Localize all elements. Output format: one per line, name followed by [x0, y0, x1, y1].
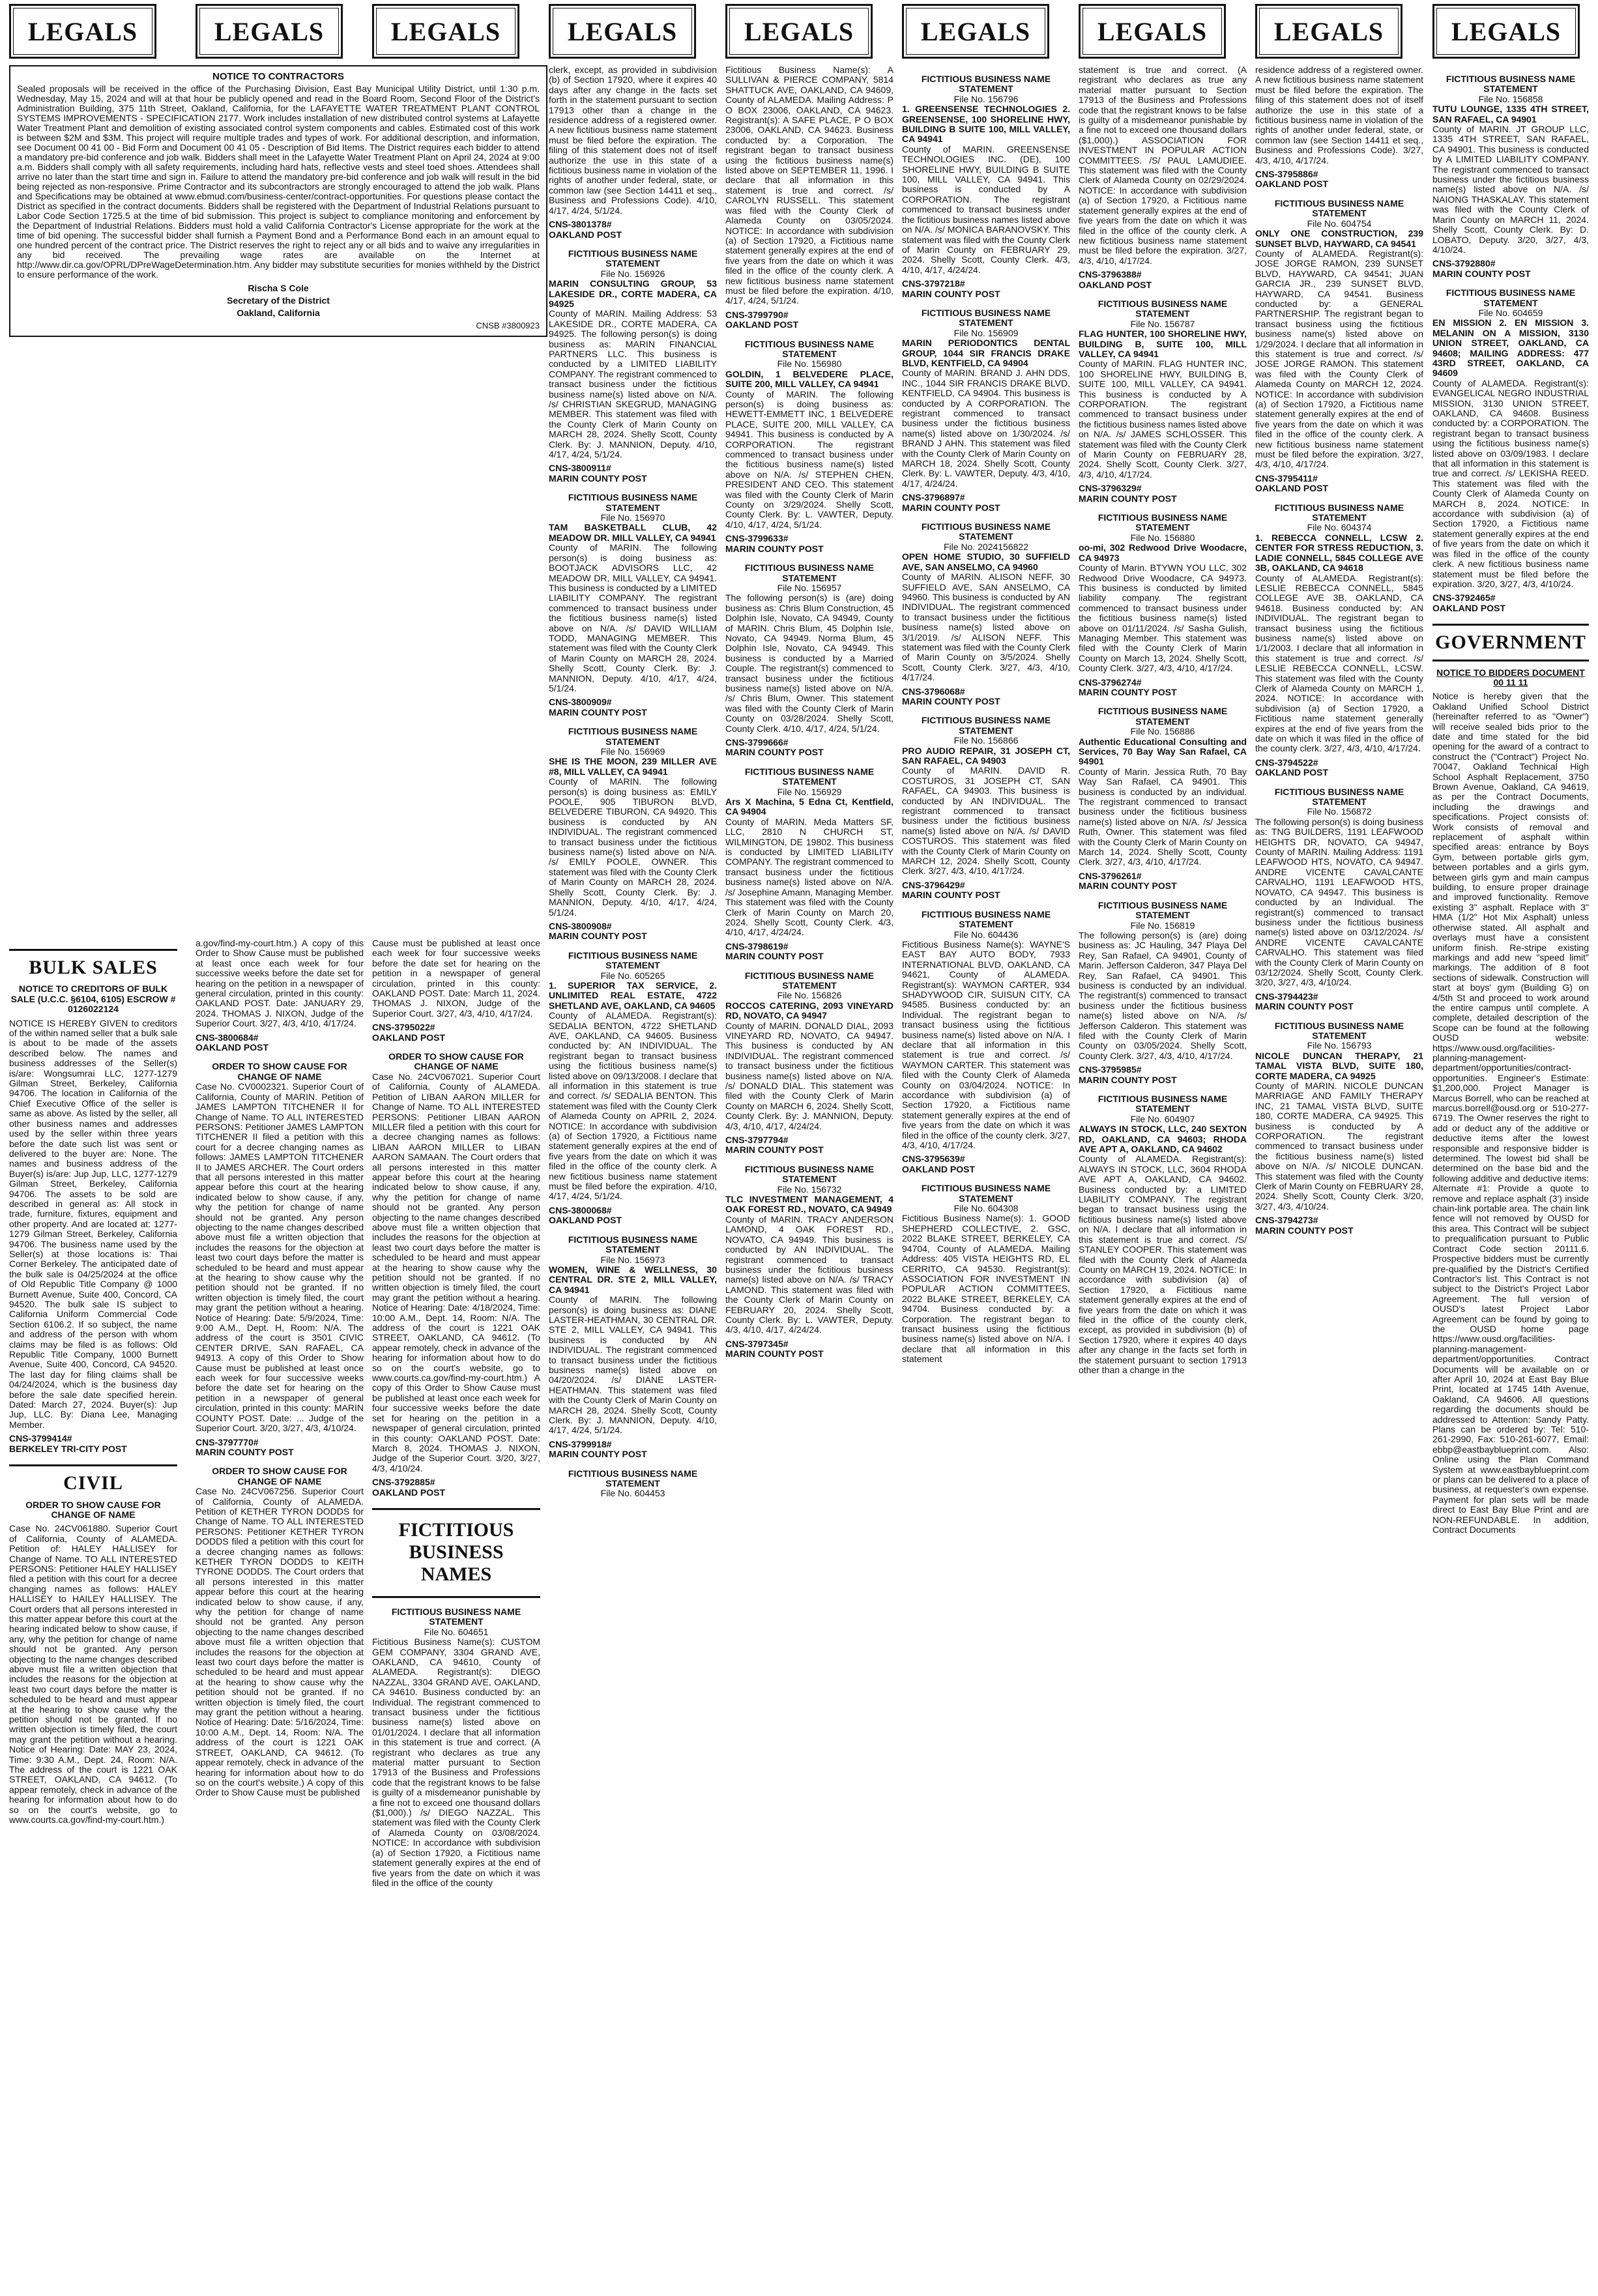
fbn-file-number: File No. 2024156822 [944, 541, 1028, 552]
gov-notice-title: NOTICE TO BIDDERS DOCUMENT 00 11 11 [1436, 667, 1585, 688]
cns-number: CNS-3797770# [196, 1436, 259, 1447]
fbn-body: County of MARIN. The following person(s) is doing business as: BOOTJACK ADVISORS LLC, 42 MEADOW DR, MILL VALLEY, CA 94941. This business is conducted by a LIMITED LIABILITY COMPANY. The registrant commenced to transact business under the fictitious business name(s) listed above on N/A. /s/ DAVID WILLIAM TODD, MANAGING MEMBER. This statement was filed with the County Clerk of Marin County on MARCH 28, 2024. Shelly Scott, County Clerk. By: J. MANNION, Deputy. 4/10, 4/17, 4/24, 5/1/24. [549, 542, 717, 693]
fbn-entry [549, 1235, 717, 1460]
column-5 [725, 65, 893, 2291]
column-1-lower [9, 938, 177, 2291]
paper-name: MARIN COUNTY POST [1255, 1001, 1354, 1012]
paper-name: OAKLAND POST [1255, 179, 1328, 190]
paper-name: MARIN COUNTY POST [725, 747, 824, 758]
fbn-file-number: File No. 156866 [953, 735, 1019, 746]
fbn-entry [549, 727, 717, 942]
paper-name: MARIN COUNTY POST [1079, 1074, 1177, 1085]
fbn-title: FICTITIOUS BUSINESS NAME STATEMENT [1274, 786, 1404, 807]
cns-number: CNS-3796388# [1079, 269, 1142, 280]
cns-number: CNS-3797794# [725, 1135, 789, 1146]
fbn-business-name: TUTU LOUNGE, 1335 4TH STREET, SAN RAFAEL, CA 94901 [1432, 104, 1589, 124]
fbn-body: County of MARIN. DONALD DIAL, 2093 VINEYARD RD, NOVATO, CA 94947. This business is conducted by AN INDIVIDUAL. The registrant commenced to transact business under the fictitious business name(s) listed above on N/A. /s/ DONALD DIAL. This statement was filed with the County Clerk of Marin County on MARCH 6, 2024. Shelly Scott, County Clerk. By: J. MANNION, Deputy. 4/3, 4/10, 4/17, 4/24/24. [725, 1020, 893, 1131]
legals-header-label: LEGALS [744, 16, 854, 46]
fbn-body: County of MARIN. The following person(s) is doing business as: HEWETT-EMMETT INC, 1 BELVEDERE PLACE, SUITE 200, MILL VALLEY, CA 94941. This business is conducted by A CORPORATION. The registrant commenced to transact business under the fictitious business name(s) listed above on N/A. /s/ STEPHEN CHEN, PRESIDENT AND CEO. This statement was filed with the County Clerk of Marin County on 3/29/2024. Shelly Scott, County Clerk. By: L. VAWTER, Deputy. 4/10, 4/17, 4/24, 5/1/24. [725, 388, 893, 530]
fbn-title: FICTITIOUS BUSINESS NAME STATEMENT [1274, 1020, 1404, 1041]
paper-name: OAKLAND POST [372, 1032, 445, 1043]
legals-header-label: LEGALS [1273, 16, 1384, 46]
fbn-body: The following person(s) is (are) doing business as: JC Hauling, 347 Playa Del Rey, San Rafael, CA 94901, County of Marin. Jefferson Calderon, 347 Playa Del Rey, San Rafael, CA 94901. This business is conducted by an individual. The registrant(s) commenced to transact business under the fictitious business name(s) listed above on N/A. /s/ Jefferson Calderon. This statement was filed with the County Clerk of Marin County on 03/05/2024. Shelly Scott, County Clerk. 3/27, 4/3, 4/10, 4/17/24. [1079, 929, 1247, 1061]
fbn-file-number: File No. 156909 [953, 327, 1019, 338]
paper-name: MARIN COUNTY POST [902, 288, 1000, 299]
paper-name: OAKLAND POST [549, 1215, 622, 1226]
fbn-entry [725, 563, 893, 758]
fbn-business-name: Authentic Educational Consulting and Services, 70 Bay Way San Rafael, CA 94901 [1079, 736, 1247, 767]
fbn-entry [902, 308, 1070, 513]
fbn-business-name: ALWAYS IN STOCK, LLC, 240 SEXTON RD, OAKLAND, CA 94603; RHODA AVE APT A, OAKLAND, CA 94602 [1079, 1124, 1247, 1155]
paper-name: OAKLAND POST [1432, 602, 1505, 613]
osc-title: ORDER TO SHOW CAUSE FOR CHANGE OF NAME [212, 1061, 347, 1082]
legals-header-box [1432, 4, 1580, 59]
cns-number: CNS-3794273# [1255, 1215, 1318, 1226]
divider [1432, 624, 1589, 626]
paper-name: MARIN COUNTY POST [1079, 880, 1177, 892]
fbn-body: The following person(s) is doing business as: TNG BUILDERS, 1191 LEAFWOOD HEIGHTS DR, NOVATO, CA 94947, County of MARIN. Mailing Address: 1191 LEAFWOOD HTS, NOVATO, CA 94947. ANDRE VICENTE CAVALCANTE CARVALHO, 1191 LEAFWOOD HTS, NOVATO, CA 94947. This business is conducted by an Individual. The registrant(s) commenced to transact business under the fictitious business name(s) listed above on 03/12/2024. /s/ ANDRE VICENTE CAVALCANTE CARVALHO. This statement was filed with the County Clerk of Marin County on 03/12/2024. Shelly Scott, County Clerk. 3/20, 3/27, 4/3, 4/10/24. [1255, 816, 1423, 988]
cns-number: CNS-3796329# [1079, 483, 1142, 494]
fbn-business-name: GOLDIN, 1 BELVEDERE PLACE, SUITE 200, MILL VALLEY, CA 94941 [725, 368, 893, 390]
fbn-body: Fictitious Business Name(s): 1. GOOD SHEPHERD COLLECTIVE, 2. GSC, 2022 BLAKE STREET, BERKELEY, CA 94704, County of ALAMEDA. Mailing Address: 405 VISTA HEIGHTS RD, EL CERRITO, CA 94530. Registrant(s): ASSOCIATION FOR INVESTMENT IN POPULAR ACTION COMMITTEES, 2022 BLAKE STREET, BERKELEY, CA 94704. Business conducted by: a Corporation. The registrant began to transact business using the fictitious business name(s) listed above on N/A. I declare that all information in this statement [902, 1213, 1070, 1365]
fbn-file-number: File No. 156957 [777, 582, 842, 593]
fbn-title: FICTITIOUS BUSINESS NAME STATEMENT [1097, 298, 1228, 319]
fbn-file-number: File No. 604374 [1307, 522, 1372, 533]
fbn-file-number: File No. 604308 [953, 1203, 1019, 1214]
paper-name: OAKLAND POST [902, 1163, 975, 1174]
divider [9, 1464, 177, 1466]
fbn-entry [1079, 513, 1247, 697]
fbn-file-number: File No. 156973 [600, 1254, 665, 1265]
fbn-file-number: File No. 604907 [1130, 1113, 1195, 1124]
fbn-title: FICTITIOUS BUSINESS NAME STATEMENT [1097, 899, 1228, 921]
fbn-file-number: File No. 156872 [1307, 806, 1372, 817]
fbn-body: The following person(s) is (are) doing business as: Chris Blum Construction, 45 Dolphin Isle, Novato, CA 94949, County of MARIN. Chris Blum, 45 Dolphin Isle, Novato, CA 94949. Norma Blum, 45 Dolphin Isle, Novato, CA 94949. This business is conducted by a Married Couple. The registrant(s) commenced to transact business under the fictitious business name(s) listed above on N/A. /s/ Chris Blum, Owner. This statement was filed with the County Clerk of Marin County on 03/28/2024. Shelly Scott, County Clerk. 4/10, 4/17, 4/24, 5/1/24. [725, 592, 893, 734]
section-government: GOVERNMENT [1435, 632, 1586, 654]
osc-continued: a.gov/find-my-court.htm.) A copy of this Order to Show Cause must be published at least once each week for four successive weeks before the date set for hearing on the petition in a newspaper of general circulation, printed in this county: OAKLAND POST. Date: JANUARY 29, 2024. THOMAS J. NIXON, Judge of the Superior Court. 3/27, 4/3, 4/10, 4/17/24. [196, 938, 364, 1029]
fbn-title: FICTITIOUS BUSINESS NAME STATEMENT [921, 74, 1051, 94]
fbn-entry [902, 522, 1070, 706]
fbn-file-number: File No. 604453 [600, 1488, 665, 1499]
legals-header-label: LEGALS [1097, 16, 1208, 46]
fbn-title: FICTITIOUS BUSINESS NAME STATEMENT [921, 908, 1051, 930]
paper-name: MARIN COUNTY POST [902, 890, 1000, 901]
fbn-entry [1255, 787, 1423, 1012]
paper-name: MARIN COUNTY POST [902, 502, 1000, 513]
column-9 [1432, 65, 1589, 2291]
fbn-business-name: 1. SUPERIOR TAX SERVICE, 2. UNLIMITED REAL ESTATE, 4722 SHETLAND AVE, OAKLAND, CA 94605 [549, 980, 717, 1011]
fbn-business-name: Ars X Machina, 5 Edna Ct, Kentfield, CA 94904 [725, 796, 893, 817]
fbn-list [1255, 199, 1423, 1236]
osc-body: Case No. 24CV067021. Superior Court of California, County of ALAMEDA. Petition of LIBAN AARON MILLER for Change of Name. TO ALL INTERESTED PERSONS: Petitioner LIBAN AARON MILLER filed a petition with this court for a decree changing names as follows: LIBAN AARON MILLER to LIBAN AARON SAMAAN. The Court orders that all persons interested in this matter appear before this court at the hearing indicated below to show cause, if any, why the petition for change of name should not be granted. Any person objecting to the name changes described above must file a written objection that includes the reasons for the objection at least two court days before the matter is scheduled to be heard and must appear at the hearing to show cause why the petition should not be granted. If no written objection is timely filed, the court may grant the petition without a hearing. Notice of Hearing: Date: 4/18/2024, Time: 10:00 A.M., Dept. 14, Room: N/A. The address of the court is 1221 OAK STREET, OAKLAND, CA 94612. (To appear remotely, check in advance of the hearing for information about how to do so on the court's website, go to www.courts.ca.gov/find-my-court.htm.) A copy of this Order to Show Cause must be published at least once each week for four successive weeks before the date set for hearing on the petition in a newspaper of general circulation, printed in this county: OAKLAND POST. Date: March 8, 2024. THOMAS J. NIXON, Judge of the Superior Court. 3/20, 3/27, 4/3, 4/10/24. [372, 1071, 540, 1474]
fbn-file-number: File No. 604659 [1478, 307, 1543, 318]
paper-name: MARIN COUNTY POST [1255, 1225, 1354, 1236]
cns-number: CNS-3797218# [902, 278, 965, 289]
paper-name: MARIN COUNTY POST [1432, 268, 1531, 279]
fbn-title: FICTITIOUS BUSINESS NAME STATEMENT [921, 1183, 1051, 1204]
legals-header-label: LEGALS [390, 16, 501, 46]
fbn-entry [1079, 901, 1247, 1085]
notice-to-contractors [9, 65, 547, 337]
legals-header-label: LEGALS [1451, 16, 1562, 46]
column-4 [549, 65, 717, 2291]
fbn-entry [1255, 503, 1423, 778]
fbn-business-name: TAM BASKETBALL CLUB, 42 MEADOW DR. MILL VALLEY, CA 94941 [549, 522, 717, 543]
fbn-title: FICTITIOUS BUSINESS NAME STATEMENT [568, 950, 698, 971]
fbn-body: County of Marin. Jessica Ruth, 70 Bay Way San Rafael, CA 94901. This business is conducted by an individual. The registrant commenced to transact business under the fictitious business name(s) listed above on N/A. /s/ Jessica Ruth, Owner. This statement was filed with the County Clerk of Marin County on March 14, 2024. Shelly Scott, County Clerk. 3/27, 4/3, 4/10, 4/17/24. [1079, 766, 1247, 867]
legals-header-box [1079, 4, 1226, 59]
legals-header-box [9, 4, 156, 59]
cns-number: CNS-3792465# [1432, 592, 1496, 603]
paper-name: MARIN COUNTY POST [725, 1348, 824, 1359]
column-6 [902, 65, 1070, 2291]
fbn-file-number: File No. 156732 [777, 1184, 842, 1195]
civil-body: Case No. 24CV061880. Superior Court of California, County of ALAMEDA. Petition of: HALEY HALLISEY for Change of Name. TO ALL INTERESTED PERSONS: Petitioner HALEY HALLISEY filed a petition with this court for a decree changing names as follows: HALEY HALLISEY to HAILEY HALLISEY. The Court orders that all persons interested in this matter appear before this court at the hearing indicated below to show cause, if any, why the petition for change of name should not be granted. Any person objecting to the name changes described above must file a written objection that includes the reasons for the objection at least two court days before the matter is scheduled to be heard and must appear at the hearing to show cause why the petition should not be granted. If no written objection is timely filed, the court may grant the petition without a hearing. Notice of Hearing: Date: MAY 23, 2024, Time: 9:30 A.M., Dept. 24, Room: N/A. The address of the court is 1221 OAK STREET, OAKLAND, CA 94612. (To appear remotely, check in advance of the hearing for information about how to do so on the court's website, go to www.courts.ca.gov/find-my-court.htm.) [9, 1523, 177, 1825]
notice-body: Sealed proposals will be received in the office of the Purchasing Division, East Bay Municipal Utility District, until 1:30 p.m. Wednesday, May 15, 2024 and will at that hour be publicly opened and read in the Board Room, Second Floor of the District's Administration Building, 375 11th Street, Oakland, California, for the LAFAYETTE WATER TREATMENT PLANT CONTROL SYSTEMS IMPROVEMENTS - SPECIFICATION 2177. Work includes installation of new distributed control systems at Lafayette Water Treatment Plant and demolition of existing associated control system components and cables. Estimated cost of this work is between $2M and $3M. This project will require multiple trades and types of work. For additional description, and information, see Document 00 41 00 - Bid Form and Document 00 41 05 - Description of Bid Items. The District requires each bidder to attend a mandatory pre-bid conference and job walk. Bidders shall meet in the Lafayette Water Treatment Plant on April 24, 2024 at 9:00 a.m. Bidders shall comply with all safety requirements, including hard hats, reflective vests and steel toed shoes. Attendees shall arrive no later than the start time and sign in. Failure to attend the mandatory pre-bid conference and job walk will result in the bid being rejected as non-responsive. Prime Contractor and its subcontractors are strongly encouraged to attend the job walk. Plans and Specifications may be obtained at www.ebmud.com/business-center/contract-opportunities. For questions please contact the District as specified in the contract documents. Bidders shall be registered with the Department of Industrial Relations pursuant to Labor Code Section 1725.5 at the time of bid submission. This project is subject to compliance monitoring and enforcement by the Department of Industrial Relations. Bidders must hold a valid California Contractor's License appropriate for the work at the time of bid opening. The successful bidder shall furnish a Payment Bond and a Performance Bond each in an amount equal to one hundred percent of the contract price. The District reserves the right to reject any or all bids and to waive any irregularities in any bid received. The prevailing wage rates are available on the Internet at http://www.dir.ca.gov/OPRL/DPreWageDetermination.htm. Any bidder may substitute securities for monies withheld by the District to ensure performance of the work. [17, 83, 540, 280]
osc-title: ORDER TO SHOW CAUSE FOR CHANGE OF NAME [212, 1466, 347, 1487]
fbn-file-number: File No. 605265 [600, 970, 665, 981]
paper-name: MARIN COUNTY POST [549, 706, 647, 718]
fbn-business-name: ONLY ONE CONSTRUCTION, 239 SUNSET BLVD, HAYWARD, CA 94541 [1255, 228, 1423, 249]
fbn-business-name: MARIN CONSULTING GROUP, 53 LAKESIDE DR., CORTE MADERA, CA 94925 [549, 278, 717, 309]
cns-number: CNS-3800911# [549, 463, 611, 474]
fbn-file-number: File No. 156980 [777, 358, 842, 370]
fbn-file-number: File No. 156970 [600, 512, 665, 523]
fbn-entry [1255, 199, 1423, 494]
cns-number: CNS-3794423# [1255, 991, 1318, 1002]
fbn-file-number: File No. 604436 [953, 929, 1019, 940]
cns-number: CNS-3797345# [725, 1338, 789, 1349]
bulk-subhead: NOTICE TO CREDITORS OF BULK SALE (U.C.C. §6104, 6105) ESCROW # 0126022124 [10, 983, 176, 1015]
fbn-business-name: EN MISSION 2. EN MISSION 3. MELANIN ON A MISSION, 3130 UNION STREET, OAKLAND, CA 94608; MAILING ADDRESS: 477 43RD STREET, OAKLAND, CA 94609 [1432, 317, 1589, 379]
fbn-body: County of MARIN. The following person(s) is doing business as: DIANE LASTER-HEATHMAN, 30 CENTRAL DR. STE 2, MILL VALLEY, CA 94941. This business is conducted by AN INDIVIDUAL. The registrant commenced to transact business under the fictitious business name(s) listed above on 04/20/2024. /s/ DIANE LASTER-HEATHMAN. This statement was filed with the County Clerk of Marin County on MARCH 28, 2024. Shelly Scott, County Clerk. By: J. MANNION, Deputy. 4/10, 4/17, 4/24, 5/1/24. [549, 1294, 717, 1436]
paper-name: MARIN COUNTY POST [725, 543, 824, 554]
fbn-file-number: File No. 156826 [777, 990, 842, 1001]
fbn-title: FICTITIOUS BUSINESS NAME STATEMENT [1097, 512, 1228, 533]
fbn-body: Fictitious Business Name(s): A SULLIVAN & PIERCE COMPANY, 5814 SHATTUCK AVE, OAKLAND, CA 94609, County of ALAMEDA. Mailing Address: P O BOX 23006, OAKLAND, CA 94623. Registrant(s): A SAFE PLACE, P O BOX 23006, OAKLAND, CA 94623. Business conducted by: a Corporation. The registrant began to transact business using the fictitious business name(s) listed above on SEPTEMBER 11, 1996. I declare that all information in this statement is true and correct. /s/ CAROLYN RUSSELL. This statement was filed with the County Clerk of Alameda County on 03/05/2024. NOTICE: In accordance with subdivision (a) of Section 17920, a Fictitious name statement generally expires at the end of five years from the date on which it was filed in the office of the county clerk. A new fictitious business name statement must be filed before the expiration. 4/10, 4/17, 4/24, 5/1/24. [725, 65, 893, 306]
column-3-lower [372, 938, 540, 2291]
gov-notice-body: Notice is hereby given that the Oakland Unified School District (hereinafter referred to as "Owner") will receive sealed bids prior to the date and time stated for the bid opening for the award of a contract to construct the ("Contract") Project No. 70047, Oakland Technical High School Asphalt Replacement, 3750 Brown Avenue, Oakland, CA 94619, as per the Contract Documents, including the drawings and specifications. Project consists of: Work consists of removal and replacement of asphalt within specified areas: entrance by Boys Gym, between portable girls gym, between portables and a girls gym, between girls gym and main campus building, to ensure proper drainage and improved functionality. Remove existing 3" asphalt. Replace with 3" HMA (1/2" Hot Mix Asphalt) unless otherwise stated. All asphalt and overlays must have a consistent uniform finish. Re-stripe existing markings and add new "speed limit" markings. The addition of 8 foot sections of sidewalk. Construction will start at boys' gym (Building G) on 4/5th St and proceed to work around the entire campus until complete. A complete, detailed description of the Scope can be found at the following OUSD website: https://www.ousd.org/facilities-planning-management-department/opportunities/contract-opportunities. Engineer's Estimate: $1,200,000. Project Manager is Marcus Borrell, who can be reached at marcus.borrell@ousd.org or 510-277-6719. The Owner reserves the right to add or deduct any of the additive or deductive items after the lowest responsible and responsive bidder is determined. The lowest bid shall be determined on the base bid and the following additive and deductive items: Alternate #1: Provide a quote to remove and replace asphalt (3') inside chain-link portable area. The chain link fence will not removed by OUSD for this area. This Contract will be subject to prequalification pursuant to Public Contract Code section 20111.6. Prospective bidders must be currently pre-qualified by the District's Certified Contractor's list. This Contract is not subject to the District's Project Labor Agreement. The full version of OUSD's latest Project Labor Agreement can be found by going to the OUSD home page https://www.ousd.org/facilities-planning-management-department/opportunities. Contract Documents will be available on or after April 10, 2024 at East Bay Blue Print, located at 1745 14th Avenue, Oakland, CA 94606. All questions regarding the documents should be addressed to Attention: Sandy Patty. Plans can be ordered by: Tel: 510-261-2990, Fax: 510-261-6077, Email: ebbp@eastbayblueprint.com. Also: Online using the Plan Command System at www.eastbayblueprint.com or plans can be delivered to a place of business, at requester's own expense. Payment for plan sets will be made direct to East Bay Blue Print and are NON-REFUNDABLE. In addition, Contract Documents [1432, 691, 1589, 1535]
paper-name: OAKLAND POST [196, 1042, 269, 1053]
fbn-entry [902, 74, 1070, 299]
cns-number: CNS-3792885# [372, 1477, 435, 1488]
fbn-title: FICTITIOUS BUSINESS NAME STATEMENT [568, 1468, 698, 1489]
legals-header-box [902, 4, 1049, 59]
cns-number: CNS-3800908# [549, 920, 612, 931]
cns-number: CNS-3799633# [725, 533, 789, 544]
section-fictitious-business-names: FICTITIOUS BUSINESS NAMES [398, 1519, 514, 1585]
fbn-file-number: File No. 604754 [1307, 218, 1372, 229]
paper-name: MARIN COUNTY POST [725, 1144, 824, 1155]
fbn-entry [902, 910, 1070, 1175]
fbn-title: FICTITIOUS BUSINESS NAME STATEMENT [1445, 74, 1576, 94]
fbn-continued: residence address of a registered owner. A new fictitious business name statement must be filed before the expiration. The filing of this statement does not of itself authorize the use in this state of a fictitious business name in violation of the rights of another under federal, state, or common law (see Section 14411 et seq., Business and Professions Code). 3/27, 4/3, 4/10, 4/17/24. [1255, 65, 1423, 166]
fbn-title: FICTITIOUS BUSINESS NAME STATEMENT [744, 338, 875, 359]
fbn-entry [1255, 1021, 1423, 1236]
column-2-lower [196, 938, 364, 2291]
paper-name: MARIN COUNTY POST [549, 472, 647, 484]
fbn-entry [725, 1165, 893, 1359]
fbn-business-name: NICOLE DUNCAN THERAPY, 21 TAMAL VISTA BLVD, SUITE 180, CORTE MADERA, CA 94925 [1255, 1050, 1423, 1081]
fbn-title: FICTITIOUS BUSINESS NAME STATEMENT [921, 521, 1051, 542]
cns-number: CNS-3799918# [549, 1438, 612, 1449]
fbn-file-number: File No. 156880 [1130, 532, 1195, 543]
fbn-list [1432, 74, 1589, 613]
legals-header-box [549, 4, 696, 59]
fbn-entry [549, 951, 717, 1226]
fbn-body: County of MARIN. Meda Matters SF, LLC, 2810 N CHURCH ST, WILMINGTON, DE 19802. This business is conducted by LIMITED LIABILITY COMPANY. The registrant commenced to transact business under the fictitious business name(s) listed above on N/A. /s/ Josephine Amann, Managing Member. This statement was filed with the County Clerk of Marin County on March 20, 2024. Shelly Scott, County Clerk. 4/3, 4/10, 4/17, 4/24/24. [725, 816, 893, 938]
fbn-business-name: 1. GREENSENSE TECHNOLOGIES 2. GREENSENSE, 100 SHORELINE HWY, BUILDING B SUITE 100, MILL VALLEY, CA 94941 [902, 104, 1070, 145]
fbn-body: County of MARIN. FLAG HUNTER INC, 100 SHORELINE HWY, BUILDING B, SUITE 100, MILL VALLEY, CA 94941. This business is conducted by A CORPORATION. The registrant commenced to transact business under the fictitious business names listed above on N/A. /s/ JAMES SCHLOSSER. This statement was filed with the County Clerk of Marin County on FEBRUARY 28, 2024. Shelly Scott, County Clerk. 3/27, 4/3, 4/10, 4/17/24. [1079, 358, 1247, 480]
fbn-title: FICTITIOUS BUSINESS NAME STATEMENT [1274, 502, 1404, 523]
fbn-entry [902, 716, 1070, 900]
fbn-body: County of ALAMEDA. Registrant(s): SEDALIA BENTON, 4722 SHETLAND AVE, OAKLAND, CA 94605. Business conducted by: AN INDIVIDUAL. The registrant began to transact business using the fictitious business name(s) listed above on 09/13/2008. I declare that all information in this statement is true and correct. /s/ SEDALIA BENTON. This statement was filed with the County Clerk of Alameda County on APRIL 2, 2024. NOTICE: In accordance with subdivision (a) of Section 17920, a Fictitious name statement generally expires at the end of five years from the date on which it was filed in the office of the county clerk. A new fictitious business name statement must be filed before the expiration. 4/10, 4/17, 4/24, 5/1/24. [549, 1010, 717, 1202]
fbn-business-name: ROCCOS CATERING, 2093 VINEYARD RD, NOVATO, CA 94947 [725, 1000, 893, 1021]
civil-subhead: ORDER TO SHOW CAUSE FOR CHANGE OF NAME [25, 1499, 161, 1520]
cns-number: CNS-3796429# [902, 879, 965, 890]
divider [372, 1596, 540, 1598]
bulk-cns: CNS-3799414# [9, 1433, 72, 1444]
cns-number: CNS-3795411# [1255, 472, 1318, 484]
fbn-body: Fictitious Business Name(s): WAYNE'S EAST BAY AUTO BODY, 7933 INTERNATIONAL BLVD, OAKLAND, CA 94621, County of ALAMEDA. Registrant(s): WAYMON CARTER, 934 SHADYWOOD CIR, SUISUN CITY, CA 94585. Business conducted by: an Individual. The registrant began to transact business using the fictitious business name(s) listed above on N/A. I declare that all information in this statement is true and correct. /s/ WAYMON CARTER. This statement was filed with the County Clerk of Alameda County on 03/04/2024. NOTICE: In accordance with subdivision (a) of Section 17920, a Fictitious name statement generally expires at the end of five years from the date on which it was filed in the office of the county clerk. 3/27, 4/3, 4/10, 4/17/24. [902, 938, 1070, 1151]
fbn-entry [725, 767, 893, 962]
cns-number: CNS-3800068# [549, 1204, 612, 1215]
fbn-entry [1079, 299, 1247, 504]
fbn-continued: clerk, except, as provided in subdivision (b) of Section 17920, where it expires 40 days after any change in the facts set forth in the statement pursuant to section 17913 other than a change in the residence address of a registered owner. A new fictitious business name statement must be filed before the expiration. The filing of this statement does not of itself authorize the use in this state of a fictitious business name in violation of the rights of another under federal, state, or common law (see Section 14411 et seq., Business and Professions Code). 4/10, 4/17, 4/24, 5/1/24. [549, 65, 717, 216]
legals-header-row [0, 0, 1598, 64]
fbn-file-number: File No. 156926 [600, 268, 665, 279]
fbn-body: County of MARIN. ALISON NEFF, 30 SUFFIELD AVE, SAN ANSELMO, CA 94960. This business is conducted by AN INDIVIDUAL. The registrant commenced to transact business under the fictitious business name(s) listed above on 3/1/2019. /s/ ALISON NEFF. This statement was filed with the County Clerk of Marin County on 3/5/2024. Shelly Scott, County Clerk. 3/27, 4/3, 4/10, 4/17/24. [902, 572, 1070, 683]
fbn-title: FICTITIOUS BUSINESS NAME STATEMENT [744, 562, 875, 583]
notice-signature-title: Secretary of the District [227, 295, 330, 306]
paper-name: OAKLAND POST [725, 319, 798, 330]
fbn-file-number: File No. 156858 [1478, 93, 1543, 104]
fbn-list [1079, 299, 1247, 1375]
legals-header-label: LEGALS [567, 16, 678, 46]
fbn-title: FICTITIOUS BUSINESS NAME STATEMENT [744, 970, 875, 991]
osc-title: ORDER TO SHOW CAUSE FOR CHANGE OF NAME [388, 1051, 524, 1072]
cns-number: CNS-3795022# [372, 1022, 435, 1033]
divider [9, 949, 177, 951]
fbn-body: County of MARIN. The following person(s) is doing business as: EMILY POOLE, 905 TIBURON BLVD, BELVEDERE TIBURON, CA 94920. This business is conducted by AN INDIVIDUAL. The registrant commenced to transact business under the fictitious business name(s) listed above on N/A. /s/ EMILY POOLE, OWNER. This statement was filed with the County Clerk of Marin County on MARCH 28, 2024. Shelly Scott, County Clerk. By: J. MANNION, Deputy. 4/10, 4/17, 4/24, 5/1/24. [549, 776, 717, 918]
fbn-file-number: File No. 156886 [1130, 726, 1195, 737]
notice-title: NOTICE TO CONTRACTORS [212, 71, 344, 82]
divider [1432, 660, 1589, 661]
fbn-business-name: WOMEN, WINE & WELLNESS, 30 CENTRAL DR. STE 2, MILL VALLEY, CA 94941 [549, 1264, 717, 1295]
bulk-body: NOTICE IS HEREBY GIVEN to creditors of the within named seller that a bulk sale is about to be made of the assets described below. The names and business addresses of the Seller(s) is/are: Wongsumrai LLC, 1277-1279 Gilman Street, Berkeley, California 94706. The location in California of the Chief Executive Office of the seller is same as above. As listed by the seller, all other business names and addresses used by the seller within three years before the date such list was sent or delivered to the buyer are: None. The names and business address of the Buyer(s) is/are: Jup Jup, LLC, 1277-1279 Gilman Street, Berkeley, California 94706. The assets to be sold are described in general as: All stock in trade, furniture, fixtures, equipment and other property. And are located at: 1277-1279 Gilman Street, Berkeley, California 94706. The business name used by the Seller(s) at those locations is: Thai Corner Berkeley. The anticipated date of the bulk sale is 04/25/2024 at the office of Old Republic Title Company @ 1000 Burnett Avenue, Suite 400, Concord, CA 94520. The bulk sale IS subject to California Uniform Commercial Code Section 6106.2. If so subject, the name and address of the person with whom claims may be filed is as follows: Old Republic Title Company, 1000 Burnett Avenue, Suite 400, Concord, CA 94520. The last day for filing claims shall be 04/24/2024, which is the business day before the sale date specified herein. Dated: March 27, 2024. Buyer(s): Jup Jup, LLC. By: Diana Lee, Managing Member. [9, 1017, 177, 1430]
fbn-title: FICTITIOUS BUSINESS NAME STATEMENT [1097, 706, 1228, 727]
cns-number: CNS-3795639# [902, 1154, 965, 1165]
cns-number: CNS-3799666# [725, 737, 789, 748]
fbn-list [725, 65, 893, 1359]
legals-header-label: LEGALS [214, 16, 325, 46]
fbn-body: County of MARIN. GREENSENSE TECHNOLOGIES INC. (DE), 100 SHORELINE HWY, BUILDING B SUITE 100, MILL VALLEY, CA 94941. This business is conducted by A CORPORATION. The registrant commenced to transact business under the fictitious business names listed above on N/A. /s/ MONICA BARANOVSKY. This statement was filed with the County Clerk of Marin County on FEBRUARY 29, 2024. Shelly Scott, County Clerk. 4/3, 4/10, 4/17, 4/24/24. [902, 143, 1070, 275]
fbn-list [902, 74, 1070, 1365]
fbn-body: County of MARIN. NICOLE DUNCAN MARRIAGE AND FAMILY THERAPY INC, 21 TAMAL VISTA BLVD, SUITE 180, CORTE MADERA, CA 94925. This business is conducted by A CORPORATION. The registrant commenced to transact business under the fictitious business name(s) listed above on N/A. /s/ NICOLE DUNCAN. This statement was filed with the County Clerk of Marin County on FEBRUARY 28, 2024. Shelly Scott, County Clerk. 3/20, 3/27, 4/3, 4/10/24. [1255, 1081, 1423, 1212]
fbn-business-name: SHE IS THE MOON, 239 MILLER AVE #8, MILL VALLEY, CA 94941 [549, 756, 717, 777]
cns-number: CNS-3796261# [1079, 870, 1142, 881]
fbn-entry [725, 340, 893, 555]
section-bulk-sales: BULK SALES [29, 957, 158, 978]
fbn-title: FICTITIOUS BUSINESS NAME STATEMENT [1445, 287, 1576, 308]
divider [372, 1508, 540, 1510]
paper-name: MARIN COUNTY POST [1079, 493, 1177, 504]
notice-signature-name: Rischa S Cole [248, 283, 309, 293]
paper-name: OAKLAND POST [549, 229, 622, 240]
fbn-body: County of ALAMEDA. Registrant(s): LESLIE REBECCA CONNELL, 5845 COLLEGE AVE 3B, OAKLAND, CA 94618. Business conducted by: AN INDIVIDUAL. The registrant began to transact business using the fictitious business name(s) listed above on 1/1/2003. I declare that all information in this statement is true and correct. /s/ LESLIE REBECCA CONNELL, LCSW. This statement was filed with the County Clerk of Alameda County on MARCH 1, 2024. NOTICE: In accordance with subdivision (a) of Section 17920, a Fictitious name statement generally expires at the end of five years from the date on which it was filed in the office of the county clerk. 3/27, 4/3, 4/10, 4/17/24. [1255, 572, 1423, 754]
paper-name: MARIN COUNTY POST [549, 1449, 647, 1460]
fbn-business-name: TLC INVESTMENT MANAGEMENT, 4 OAK FOREST RD., NOVATO, CA 94949 [725, 1194, 893, 1215]
fbn-business-name: oo-mi, 302 Redwood Drive Woodacre, CA 94973 [1079, 542, 1247, 563]
fbn-entry [725, 65, 893, 330]
fbn-body: County of MARIN. JT GROUP LLC, 1335 4TH STREET, SAN RAFAEL, CA 94901. This business is conducted by A LIMITED LIABILITY COMPANY. The registrant commenced to transact business under the fictitious business name(s) listed above on N/A. /s/ NAIONG THASKALAY. This statement was filed with the County Clerk of Marin County on MARCH 11, 2024. Shelly Scott, County Clerk. By: D. LOBATO, Deputy. 3/20, 3/27, 4/3, 4/10/24. [1432, 124, 1589, 255]
fbn-title: FICTITIOUS BUSINESS NAME STATEMENT [568, 1234, 698, 1255]
fbn-business-name: PRO AUDIO REPAIR, 31 JOSEPH CT, SAN RAFAEL, CA 94903 [902, 745, 1070, 766]
paper-name: MARIN COUNTY POST [196, 1446, 294, 1457]
fbn-entry [725, 971, 893, 1155]
fbn-body: County of ALAMEDA. Registrant(s): ALWAYS IN STOCK, LLC, 3604 RHODA AVE APT A, OAKLAND, CA 94602. Business conducted by: a LIMITED LIABILITY COMPANY. The registrant began to transact business using the fictitious business name(s) listed above on N/A. I declare that all information in this statement is true and correct. /S/ STANLEY COOPER. This statement was filed with the County Clerk of Alameda County on MARCH 19, 2024. NOTICE: In accordance with subdivision (a) of Section 17920, a Fictitious name statement generally expires at the end of five years from the date on which it was filed in the office of the county clerk, except, as provided in subdivision (b) of Section 17920, where it expires 40 days after any change in the facts set forth in the statement pursuant to section 17913 other than a change in the [1079, 1154, 1247, 1375]
cns-number: CNS-3798619# [725, 940, 789, 952]
cns-number: CNS-3801378# [549, 219, 612, 230]
fbn-title: FICTITIOUS BUSINESS NAME STATEMENT [921, 715, 1051, 736]
column-7 [1079, 65, 1247, 2291]
fbn-list [549, 249, 717, 1460]
cns-number: CNS-3796897# [902, 492, 965, 503]
fbn-business-name: OPEN HOME STUDIO, 30 SUFFIELD AVE, SAN ANSELMO, CA 94960 [902, 551, 1070, 572]
osc-body: Case No. CV0002321. Superior Court of California, County of MARIN. Petition of JAMES LAMPTON TITCHENER II for Change of Name. TO ALL INTERESTED PERSONS: Petitioner JAMES LAMPTON TITCHENER II filed a petition with this court for a decree changing names as follows: JAMES LAMPTON TITCHENER II to JAMES ARCHER. The Court orders that all persons interested in this matter appear before this court at the hearing indicated below to show cause, if any, why the petition for change of name should not be granted. Any person objecting to the name changes described above must file a written objection that includes the reasons for the objection at least two court days before the matter is scheduled to be heard and must appear at the hearing to show cause why the petition should not be granted. If no written objection is timely filed, the court may grant the petition without a hearing. Notice of Hearing: Date: 5/9/2024, Time: 9:00 A.M., Dept. H, Room: N/A. The address of the court is 3501 CIVIC CENTER DRIVE, SAN RAFAEL, CA 94913. A copy of this Order to Show Cause must be published at least once each week for four successive weeks before the date set for hearing on the petition in a newspaper of general circulation, printed in this county: MARIN COUNTY POST. Date: ... Judge of the Superior Court. 3/20, 3/27, 4/3, 4/10/24. [196, 1081, 364, 1434]
cns-number: CNS-3792880# [1432, 258, 1496, 269]
notice-cnsb: CNSB #3800923 [476, 321, 540, 330]
paper-name: MARIN COUNTY POST [549, 931, 647, 942]
fbn-file-number: File No. 156796 [953, 93, 1019, 104]
fbn-body: County of MARIN. DAVID R. COSTUROS, 31 JOSEPH CT, SAN RAFAEL, CA 94903. This business is conducted by AN INDIVIDUAL. The registrant commenced to transact business under the fictitious business name(s) listed above on N/A. /s/ DAVID COSTUROS. This statement was filed with the County Clerk of Marin County on MARCH 12, 2024. Shelly Scott, County Clerk. 3/27, 4/3, 4/10, 4/17/24. [902, 765, 1070, 877]
fbn-title: FICTITIOUS BUSINESS NAME STATEMENT [1097, 1094, 1228, 1114]
cns-number: CNS-3800909# [549, 697, 612, 708]
fbn-title: FICTITIOUS BUSINESS NAME STATEMENT [568, 492, 698, 513]
fbn-body: Fictitious Business Name(s): CUSTOM GEM COMPANY, 3304 GRAND AVE, OAKLAND, CA 94610, County of ALAMEDA. Registrant(s): DIEGO NAZZAL, 3304 GRAND AVE, OAKLAND, CA 94610. Business conducted by: an Individual. The registrant commenced to transact business under the fictitious business name(s) listed above on 01/01/2024. I declare that all information in this statement is true and correct. (A registrant who declares as true any material matter pursuant to Section 17913 of the Business and Professions code that the registrant knows to be false is guilty of a misdemeanor punishable by a fine not to exceed one thousand dollars ($1,000).) /s/ DIEGO NAZZAL. This statement was filed with the County Clerk of Alameda County on 03/08/2024. NOTICE: In accordance with subdivision (a) of Section 17920, a Fictitious name statement generally expires at the end of five years from the date on which it was filed in the office of the county [372, 1636, 540, 1888]
fbn-title: FICTITIOUS BUSINESS NAME STATEMENT [1274, 197, 1404, 219]
fbn-file-number: File No. 156819 [1130, 920, 1195, 931]
fbn-file-number: File No. 156929 [777, 786, 842, 797]
paper-name: OAKLAND POST [372, 1487, 445, 1498]
fbn-business-name: MARIN PERIODONTICS DENTAL GROUP, 1044 SIR FRANCIS DRAKE BLVD, KENTFIELD, CA 94904 [902, 338, 1070, 368]
paper-name: MARIN COUNTY POST [902, 695, 1000, 706]
fbn-title: FICTITIOUS BUSINESS NAME STATEMENT [568, 248, 698, 269]
fbn-entry [1079, 1094, 1247, 1375]
fbn-entry [549, 249, 717, 484]
fbn-body: County of Marin. BTYWN YOU LLC, 302 Redwood Drive Woodacre, CA 94973. This business is conducted by limited liability company. The registrant commenced to transact business under the fictitious business name(s) listed above on 01/11/2024. /s/ Sasha Gulish, Managing Member. This statement was filed with the County Clerk of Marin County on March 13, 2024. Shelly Scott, County Clerk. 3/27, 4/3, 4/10, 4/17/24. [1079, 562, 1247, 674]
cns-number: CNS-3799790# [725, 309, 789, 320]
fbn-entry [549, 493, 717, 718]
notice-signature-place: Oakland, California [237, 308, 320, 318]
cns-number: CNS-3796068# [902, 686, 965, 697]
fbn-entry [902, 1184, 1070, 1364]
section-civil: CIVIL [63, 1472, 123, 1494]
legals-header-box [196, 4, 343, 59]
legals-header-label: LEGALS [920, 16, 1031, 46]
fbn-title: FICTITIOUS BUSINESS NAME STATEMENT [568, 726, 698, 747]
cns-number: CNS-3795886# [1255, 169, 1318, 180]
cns-number: CNS-3795985# [1079, 1064, 1142, 1075]
legals-header-box [725, 4, 873, 59]
cns-number: CNS-3800684# [196, 1032, 259, 1043]
fbn-entry [1432, 74, 1589, 279]
cns-number: CNS-3794522# [1255, 757, 1318, 768]
bulk-paper: BERKELEY TRI-CITY POST [9, 1443, 127, 1454]
paper-name: MARIN COUNTY POST [725, 951, 824, 962]
fbn-title: FICTITIOUS BUSINESS NAME STATEMENT [391, 1606, 521, 1627]
fbn-body: County of ALAMEDA. Registrant(s): JOSE JORGE RAMON, 239 SUNSET BLVD, HAYWARD, CA 94541; JUAN GARCIA JR., 239 SUNSET BLVD, HAYWARD, CA 94541. Business conducted by: a GENERAL PARTNERSHIP. The registrant began to transact business using the fictitious business name(s) listed above on 1/29/2024. I declare that all information in this statement is true and correct. /s/ JOSE JORGE RAMON. This statement was filed with the County Clerk of Alameda County on MARCH 12, 2024. NOTICE: In accordance with subdivision (a) of Section 17920, a Fictitious name statement generally expires at the end of five years from the date on which it was filed in the office of the county clerk. A new fictitious business name statement must be filed before the expiration. 3/27, 4/3, 4/10, 4/17/24. [1255, 248, 1423, 470]
fbn-body: County of MARIN. Mailing Address: 53 LAKESIDE DR., CORTE MADERA, CA 94925. The following person(s) is doing business as: MARIN FINANCIAL PARTNERS LLC. This business is conducted by a LIMITED LIABILITY COMPANY. The registrant commenced to transact business under the fictitious business name(s) listed above on N/A. /s/ CHRISTIAN SKEGRUD, MANAGING MEMBER. This statement was filed with the County Clerk of Marin County on MARCH 28, 2024. Shelly Scott, County Clerk. By: J. MANNION, Deputy. 4/10, 4/17, 4/24, 5/1/24. [549, 308, 717, 460]
fbn-business-name: 1. REBECCA CONNELL, LCSW 2. CENTER FOR STRESS REDUCTION, 3. LADIE CONNELL, 5845 COLLEGE AVE 3B, OAKLAND, CA 94618 [1255, 532, 1423, 574]
fbn-title: FICTITIOUS BUSINESS NAME STATEMENT [921, 307, 1051, 328]
cns-number: CNS-3796274# [1079, 676, 1142, 688]
fbn-file-number: File No. 156787 [1130, 318, 1195, 329]
osc-body: Case No. 24CV067256. Superior Court of California, County of ALAMEDA. Petition of KETHER TYRON DODDS for Change of Name. TO ALL INTERESTED PERSONS: Petitioner KETHER TYRON DODDS filed a petition with this court for a decree changing names as follows: KETHER TYRON DODDS to KEITH TYRONE DODDS. The Court orders that all persons interested in this matter appear before this court at the hearing indicated below to show cause, if any, why the petition for change of name should not be granted. Any person objecting to the name changes described above must file a written objection that includes the reasons for the objection at least two court days before the matter is scheduled to be heard and must appear at the hearing to show cause why the petition should not be granted. If no written objection is timely filed, the court may grant the petition without a hearing. Notice of Hearing: Date: 5/16/2024, Time: 10:00 A.M., Dept. 14, Room: N/A. The address of the court is 1221 OAK STREET, OAKLAND, CA 94612. (To appear remotely, check in advance of the hearing for information about how to do so on the court's website.) A copy of this Order to Show Cause must be published [196, 1486, 364, 1798]
fbn-file-number: File No. 156969 [600, 746, 665, 757]
legals-header-box [372, 4, 519, 59]
fbn-file-number: File No. 604651 [424, 1626, 489, 1637]
legals-header-label: LEGALS [27, 16, 138, 46]
column-8 [1255, 65, 1423, 2291]
fbn-continued: statement is true and correct. (A registrant who declares as true any material matter pursuant to Section 17913 of the Business and Professions code that the registrant knows to be false is guilty of a misdemeanor punishable by a fine not to exceed one thousand dollars ($1,000).) ASSOCIATION FOR INVESTMENT IN POPULAR ACTION COMMITTEES. /S/ PAUL LAMUDIEE. This statement was filed with the County Clerk of Alameda County on 02/29/2024. NOTICE: In accordance with subdivision (a) of Section 17920, a Fictitious name statement generally expires at the end of five years from the date on which it was filed in the office of the county clerk. A new fictitious business name statement must be filed before the expiration. 3/27, 4/3, 4/10, 4/17/24. [1079, 65, 1247, 266]
fbn-title: FICTITIOUS BUSINESS NAME STATEMENT [744, 1163, 875, 1185]
fbn-body: County of MARIN. BRAND J. AHN DDS, INC., 1044 SIR FRANCIS DRAKE BLVD, KENTFIELD, CA 94904. This business is conducted by A CORPORATION. The registrant commenced to transact business under the fictitious business name(s) listed above on 1/30/2024. /s/ BRAND J AHN. This statement was filed with the County Clerk of Marin County on MARCH 18, 2024. Shelly Scott, County Clerk. By: L. VAWTER, Deputy. 4/3, 4/10, 4/17, 4/24/24. [902, 368, 1070, 489]
fbn-file-number: File No. 156793 [1307, 1040, 1372, 1051]
osc-continued: Cause must be published at least once each week for four successive weeks before the date set for hearing on the petition in a newspaper of general circulation, printed in this county: OAKLAND POST. Date: March 11, 2024. THOMAS J. NIXON, Judge of the Superior Court. 3/27, 4/3, 4/10, 4/17/24. [372, 938, 540, 1019]
paper-name: OAKLAND POST [1255, 767, 1328, 778]
fbn-title: FICTITIOUS BUSINESS NAME STATEMENT [744, 766, 875, 787]
fbn-entry [1079, 706, 1247, 891]
paper-name: OAKLAND POST [1255, 483, 1328, 494]
fbn-body: County of ALAMEDA. Registrant(s): EVANGELICAL NEGRO INDUSTRIAL MISSION, 3130 UNION STREET, OAKLAND, CA 94608. Business conducted by: a CORPORATION. The registrant began to transact business using the fictitious business name(s) listed above on 03/09/1983. I declare that all information in this statement is true and correct. /s/ LEKISHA REED. This statement was filed with the County Clerk of Alameda County on MARCH 8, 2024. NOTICE: In accordance with subdivision (a) of Section 17920, a Fictitious name statement generally expires at the end of five years from the date on which it was filed in the office of the county clerk. A new fictitious business name statement must be filed before the expiration. 3/20, 3/27, 4/3, 4/10/24. [1432, 377, 1589, 589]
fbn-business-name: FLAG HUNTER, 100 SHORELINE HWY, BUILDING B, SUITE 100, MILL VALLEY, CA 94941 [1079, 328, 1247, 359]
legals-header-box [1255, 4, 1402, 59]
fbn-entry [1432, 288, 1589, 613]
fbn-body: County of MARIN. TRACY ANDERSON LAMOND, 4 OAK FOREST RD., NOVATO, CA 94949. This business is conducted by AN INDIVIDUAL. The registrant commenced to transact business under the fictitious business name(s) listed above on N/A. /s/ TRACY LAMOND. This statement was filed with the County Clerk of Marin County on FEBRUARY 20, 2024. Shelly Scott, County Clerk. By: L. VAWTER, Deputy. 4/3, 4/10, 4/17, 4/24/24. [725, 1213, 893, 1335]
paper-name: OAKLAND POST [1079, 279, 1152, 290]
paper-name: MARIN COUNTY POST [1079, 686, 1177, 697]
